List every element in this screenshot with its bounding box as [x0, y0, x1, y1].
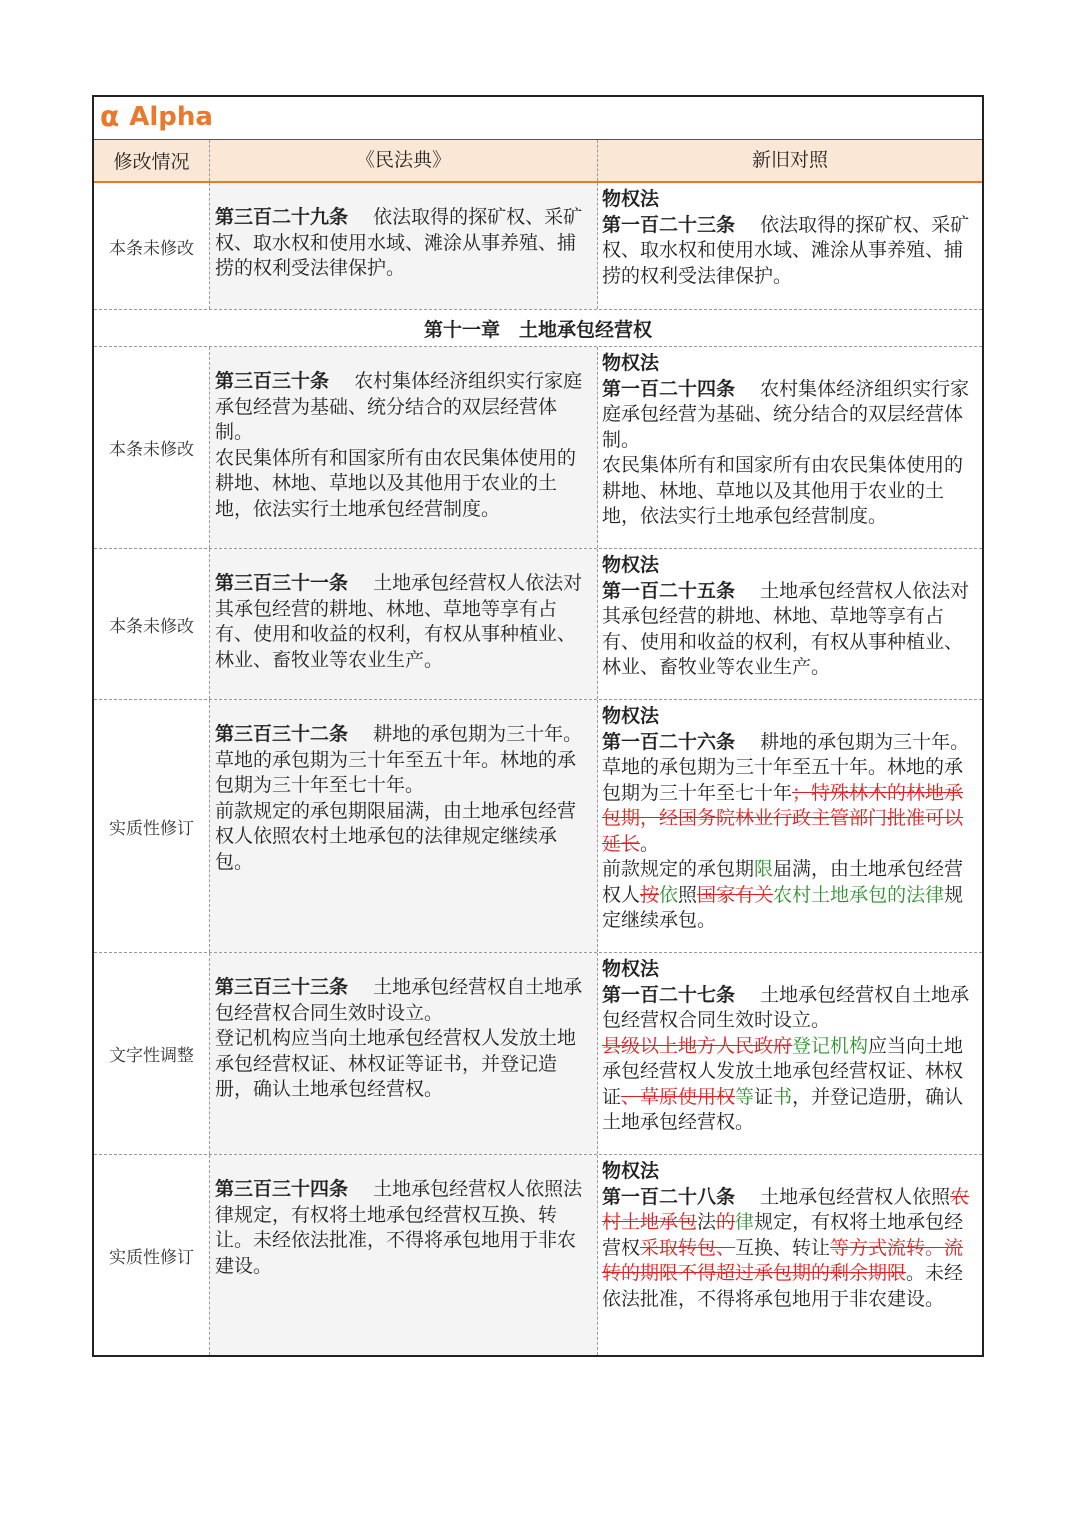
article-text: 耕地的承包期为三十年。草地的承包期为三十年至五十年。林地的承包期为三十年至七十年。 [215, 723, 583, 796]
deleted-text: 采取转包、 [640, 1236, 736, 1259]
old-text-segment: 。 [640, 832, 660, 855]
deleted-text: ；特殊林木的林地承包期，经国务院林业行政主管部门批准可以延长 [602, 781, 964, 855]
article-paragraph: 农民集体所有和国家所有由农民集体使用的耕地、林地、草地以及其他用于农业的土地，依法实行土地承包经营制度。 [215, 446, 577, 520]
added-text: 农村土地承包的法律 [773, 883, 945, 906]
alpha-logo-icon: α [100, 100, 120, 133]
deleted-text: 的 [716, 1211, 736, 1233]
chapter-heading: 第十一章 土地承包经营权 [94, 310, 982, 347]
old-law-cell [598, 1155, 982, 1355]
logo-row [94, 97, 982, 140]
article-text: 土地承包经营权人依法对其承包经营的耕地、林地、草地等享有占有、使用和收益的权利，有权从事种植业、林业、畜牧业等农业生产。 [215, 572, 583, 671]
old-article-text: 依法取得的探矿权、采矿权、取水权和使用水域、滩涂从事养殖、捕捞的权利受法律保护。 [602, 213, 970, 287]
old-article-number: 第一百二十六条 [602, 730, 736, 753]
article-number: 第三百三十一条 [215, 572, 349, 594]
article-number: 第三百三十三条 [215, 976, 349, 998]
article-number: 第三百三十四条 [215, 1178, 349, 1200]
table-header [94, 140, 982, 183]
article-text: 土地承包经营权自土地承包经营权合同生效时设立。 [215, 976, 583, 1024]
added-text: 律 [735, 1211, 755, 1233]
old-text-segment: 照 [678, 883, 698, 906]
table-row [94, 347, 982, 549]
status-cell: 文字性调整 [94, 953, 210, 1154]
civil-code-cell [210, 347, 598, 548]
old-article-number: 第一百二十七条 [602, 983, 736, 1006]
old-law-cell [598, 183, 982, 309]
old-text-segment: 证 [754, 1085, 774, 1108]
old-text-segment: 土地承包经营权人依照 [760, 1185, 951, 1208]
deleted-text: 农村土地承包 [602, 1185, 970, 1233]
old-article-number: 第一百二十四条 [602, 377, 736, 400]
civil-code-cell [210, 1155, 598, 1355]
article-number: 第三百三十二条 [215, 723, 349, 745]
deleted-text: 按 [640, 883, 660, 906]
old-law-name: 物权法 [602, 958, 660, 980]
added-text: 等 [735, 1085, 755, 1108]
added-text: 书 [773, 1085, 793, 1108]
added-text: 登记机构 [792, 1034, 869, 1057]
deleted-text: 等方式流转。流转的期限不得超过承包期的剩余期限 [602, 1236, 964, 1284]
article-text: 农村集体经济组织实行家庭承包经营为基础、统分结合的双层经营体制。 [215, 370, 583, 443]
status-cell: 实质性修订 [94, 1155, 210, 1355]
deleted-text: 国家有关 [697, 883, 774, 906]
table-row [94, 1155, 982, 1355]
table-row [94, 183, 982, 310]
old-article-number: 第一百二十八条 [602, 1185, 736, 1208]
old-text-segment: 耕地的承包期为三十年。草地的承包期为三十年至五十年。林地的承包期为三十年至七十年 [602, 730, 970, 804]
status-cell: 本条未修改 [94, 183, 210, 309]
old-law-name: 物权法 [602, 705, 660, 727]
old-article-text: 土地承包经营权自土地承包经营权合同生效时设立。 [602, 983, 970, 1031]
status-cell: 本条未修改 [94, 347, 210, 548]
deleted-text: 、草原使用权 [621, 1085, 736, 1108]
deleted-text: 县级以上地方人民政府 [602, 1034, 793, 1057]
old-text-segment: 。未经依法批准，不得将承包地用于非农建设。 [602, 1262, 964, 1310]
status-cell: 实质性修订 [94, 700, 210, 952]
article-paragraph: 前款规定的承包期限届满，由土地承包经营权人依照农村土地承包的法律规定继续承包。 [215, 799, 577, 873]
old-law-name: 物权法 [602, 188, 660, 210]
old-text-segment: 届满，由土地承包经营权人 [602, 858, 964, 906]
added-text: 限 [754, 858, 774, 880]
old-article-paragraph: 农民集体所有和国家所有由农民集体使用的耕地、林地、草地以及其他用于农业的土地，依法实行土地承包经营制度。 [602, 454, 964, 527]
civil-code-cell [210, 700, 598, 952]
table-row [94, 700, 982, 953]
old-law-name: 物权法 [602, 1160, 660, 1182]
old-law-name: 物权法 [602, 352, 660, 374]
old-law-cell [598, 700, 982, 952]
status-cell: 本条未修改 [94, 549, 210, 699]
old-law-cell [598, 549, 982, 699]
old-text-segment: 应当向土地承包经营权人发放土地承包经营权证、林权证 [602, 1034, 964, 1108]
old-text-segment: 前款规定的承包期 [602, 858, 755, 880]
old-law-cell [598, 347, 982, 548]
article-text: 土地承包经营权人依照法律规定，有权将土地承包经营权互换、转让。未经依法批准，不得将承包地用于非农建设。 [215, 1178, 583, 1277]
header-status: 修改情况 [94, 140, 210, 181]
article-paragraph: 登记机构应当向土地承包经营权人发放土地承包经营权证、林权证等证书，并登记造册，确认土地承包经营权。 [215, 1027, 577, 1100]
civil-code-cell [210, 183, 598, 309]
old-law-name: 物权法 [602, 554, 660, 576]
brand-logo [100, 101, 213, 133]
old-text-segment: 法 [697, 1211, 717, 1233]
old-article-text: 农村集体经济组织实行家庭承包经营为基础、统分结合的双层经营体制。 [602, 377, 970, 451]
article-text: 依法取得的探矿权、采矿权、取水权和使用水域、滩涂从事养殖、捕捞的权利受法律保护。 [215, 206, 583, 279]
old-article-text: 土地承包经营权人依法对其承包经营的耕地、林地、草地等享有占有、使用和收益的权利，有权从事种植业、林业、畜牧业等农业生产。 [602, 579, 970, 678]
logo-text: Alpha [129, 102, 213, 132]
table-row [94, 953, 982, 1155]
old-law-cell [598, 953, 982, 1154]
old-article-number: 第一百二十三条 [602, 213, 736, 236]
old-article-number: 第一百二十五条 [602, 579, 736, 602]
article-number: 第三百三十条 [215, 370, 330, 392]
table-row [94, 549, 982, 700]
civil-code-cell [210, 953, 598, 1154]
header-comparison: 新旧对照 [598, 140, 982, 181]
article-number: 第三百二十九条 [215, 206, 349, 228]
added-text: 依 [659, 883, 679, 906]
old-text-segment: ，并登记造册，确认土地承包经营权。 [602, 1085, 964, 1133]
old-text-segment: 互换、转让 [735, 1236, 831, 1259]
comparison-table [92, 95, 984, 1357]
civil-code-cell [210, 549, 598, 699]
old-text-segment: 规定，有权将土地承包经营权 [602, 1211, 964, 1259]
header-civil-code: 《民法典》 [210, 140, 598, 181]
old-text-segment: 规定继续承包。 [602, 883, 964, 931]
